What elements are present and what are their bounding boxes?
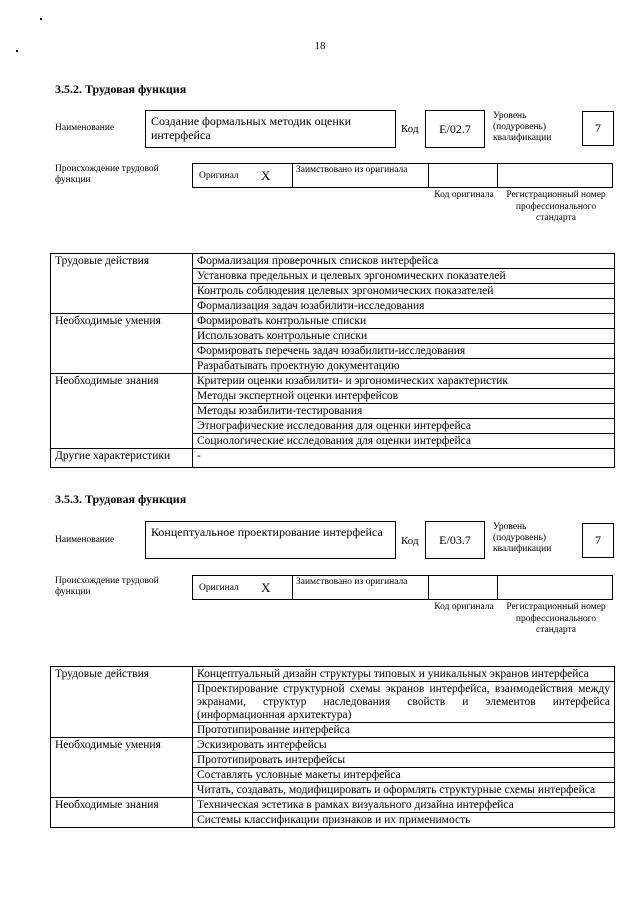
table-row xyxy=(51,738,615,753)
level-label: Уровень (подуровень) квалификации xyxy=(493,111,552,143)
table-cell: Формировать перечень задач юзабилити-исследования xyxy=(193,344,615,359)
function-name: Концептуальное проектирование интерфейса xyxy=(145,521,396,559)
table-row xyxy=(51,449,615,468)
original-label: Оригинал xyxy=(199,583,239,593)
function-code: E/02.7 xyxy=(425,110,485,148)
origin-table xyxy=(193,163,613,188)
section-title: 3.5.3. Трудовая функция xyxy=(55,492,187,506)
row-category: Необходимые умения xyxy=(51,314,193,374)
code-original-caption: Код оригинала xyxy=(434,602,494,612)
row-category: Трудовые действия xyxy=(51,254,193,314)
function-table xyxy=(50,666,615,828)
original-label: Оригинал xyxy=(199,171,239,181)
table-cell: Формировать контрольные списки xyxy=(193,314,615,329)
name-label: Наименование xyxy=(55,535,115,545)
code-original-caption: Код оригинала xyxy=(434,190,494,200)
function-name: Создание формальных методик оценки интерфейса xyxy=(145,110,396,148)
borrowed-cell: Заимствовано из оригинала xyxy=(292,575,429,600)
table-row xyxy=(51,254,615,269)
table-cell: Эскизировать интерфейсы xyxy=(193,738,615,753)
table-cell: Контроль соблюдения целевых эргономических показателей xyxy=(193,284,615,299)
original-mark: X xyxy=(261,168,271,183)
reg-number-cell xyxy=(497,163,613,188)
original-cell xyxy=(192,575,293,600)
level-value: 7 xyxy=(582,523,614,558)
table-cell: - xyxy=(193,449,615,468)
reg-number-caption: Регистрационный номер профессионального стандарта xyxy=(506,190,606,223)
origin-label: Происхождение трудовой функции xyxy=(55,164,159,185)
table-row xyxy=(51,314,615,329)
table-row xyxy=(51,667,615,682)
row-category: Другие характеристики xyxy=(51,449,193,468)
code-original-cell xyxy=(428,575,498,600)
table-row xyxy=(51,798,615,813)
table-cell: Разрабатывать проектную документацию xyxy=(193,359,615,374)
function-table xyxy=(50,253,615,468)
table-cell: Установка предельных и целевых эргономических показателей xyxy=(193,269,615,284)
origin-label: Происхождение трудовой функции xyxy=(55,576,159,597)
table-cell: Читать, создавать, модифицировать и оформлять структурные схемы интерфейса xyxy=(193,783,615,798)
table-cell: Методы экспертной оценки интерфейсов xyxy=(193,389,615,404)
function-code: E/03.7 xyxy=(425,521,485,559)
row-category: Необходимые умения xyxy=(51,738,193,798)
reg-number-cell xyxy=(497,575,613,600)
original-mark: X xyxy=(261,580,271,595)
code-label: Код xyxy=(401,123,419,135)
table-cell: Концептуальный дизайн структуры типовых и уникальных экранов интерфейса xyxy=(193,667,615,682)
table-cell: Социологические исследования для оценки интерфейса xyxy=(193,434,615,449)
level-value: 7 xyxy=(582,111,614,146)
row-category: Необходимые знания xyxy=(51,798,193,828)
level-label: Уровень (подуровень) квалификации xyxy=(493,522,552,554)
row-category: Трудовые действия xyxy=(51,667,193,738)
code-label: Код xyxy=(401,535,419,547)
page-number: 18 xyxy=(314,40,326,52)
table-cell: Критерии оценки юзабилити- и эргономических характеристик xyxy=(193,374,615,389)
table-cell: Методы юзабилити-тестирования xyxy=(193,404,615,419)
code-original-cell xyxy=(428,163,498,188)
table-cell: Прототипировать интерфейсы xyxy=(193,753,615,768)
original-cell xyxy=(192,163,293,188)
table-cell: Прототипирование интерфейса xyxy=(193,723,615,738)
scan-speck xyxy=(40,18,42,20)
table-cell: Составлять условные макеты интерфейса xyxy=(193,768,615,783)
row-category: Необходимые знания xyxy=(51,374,193,449)
name-label: Наименование xyxy=(55,123,115,133)
table-cell: Использовать контрольные списки xyxy=(193,329,615,344)
section-title: 3.5.2. Трудовая функция xyxy=(55,82,187,96)
borrowed-cell: Заимствовано из оригинала xyxy=(292,163,429,188)
table-row xyxy=(51,374,615,389)
table-cell: Формализация задач юзабилити-исследования xyxy=(193,299,615,314)
table-cell: Формализация проверочных списков интерфейса xyxy=(193,254,615,269)
table-cell: Этнографические исследования для оценки интерфейса xyxy=(193,419,615,434)
table-cell: Системы классификации признаков и их применимость xyxy=(193,813,615,828)
table-cell: Техническая эстетика в рамках визуального дизайна интерфейса xyxy=(193,798,615,813)
table-cell: Проектирование структурной схемы экранов интерфейса, взаимодействия между экранами, структур наследования свойств и элементов интерфейса (информационная архитектура) xyxy=(193,682,615,723)
reg-number-caption: Регистрационный номер профессионального стандарта xyxy=(506,602,606,635)
origin-table xyxy=(193,575,613,600)
